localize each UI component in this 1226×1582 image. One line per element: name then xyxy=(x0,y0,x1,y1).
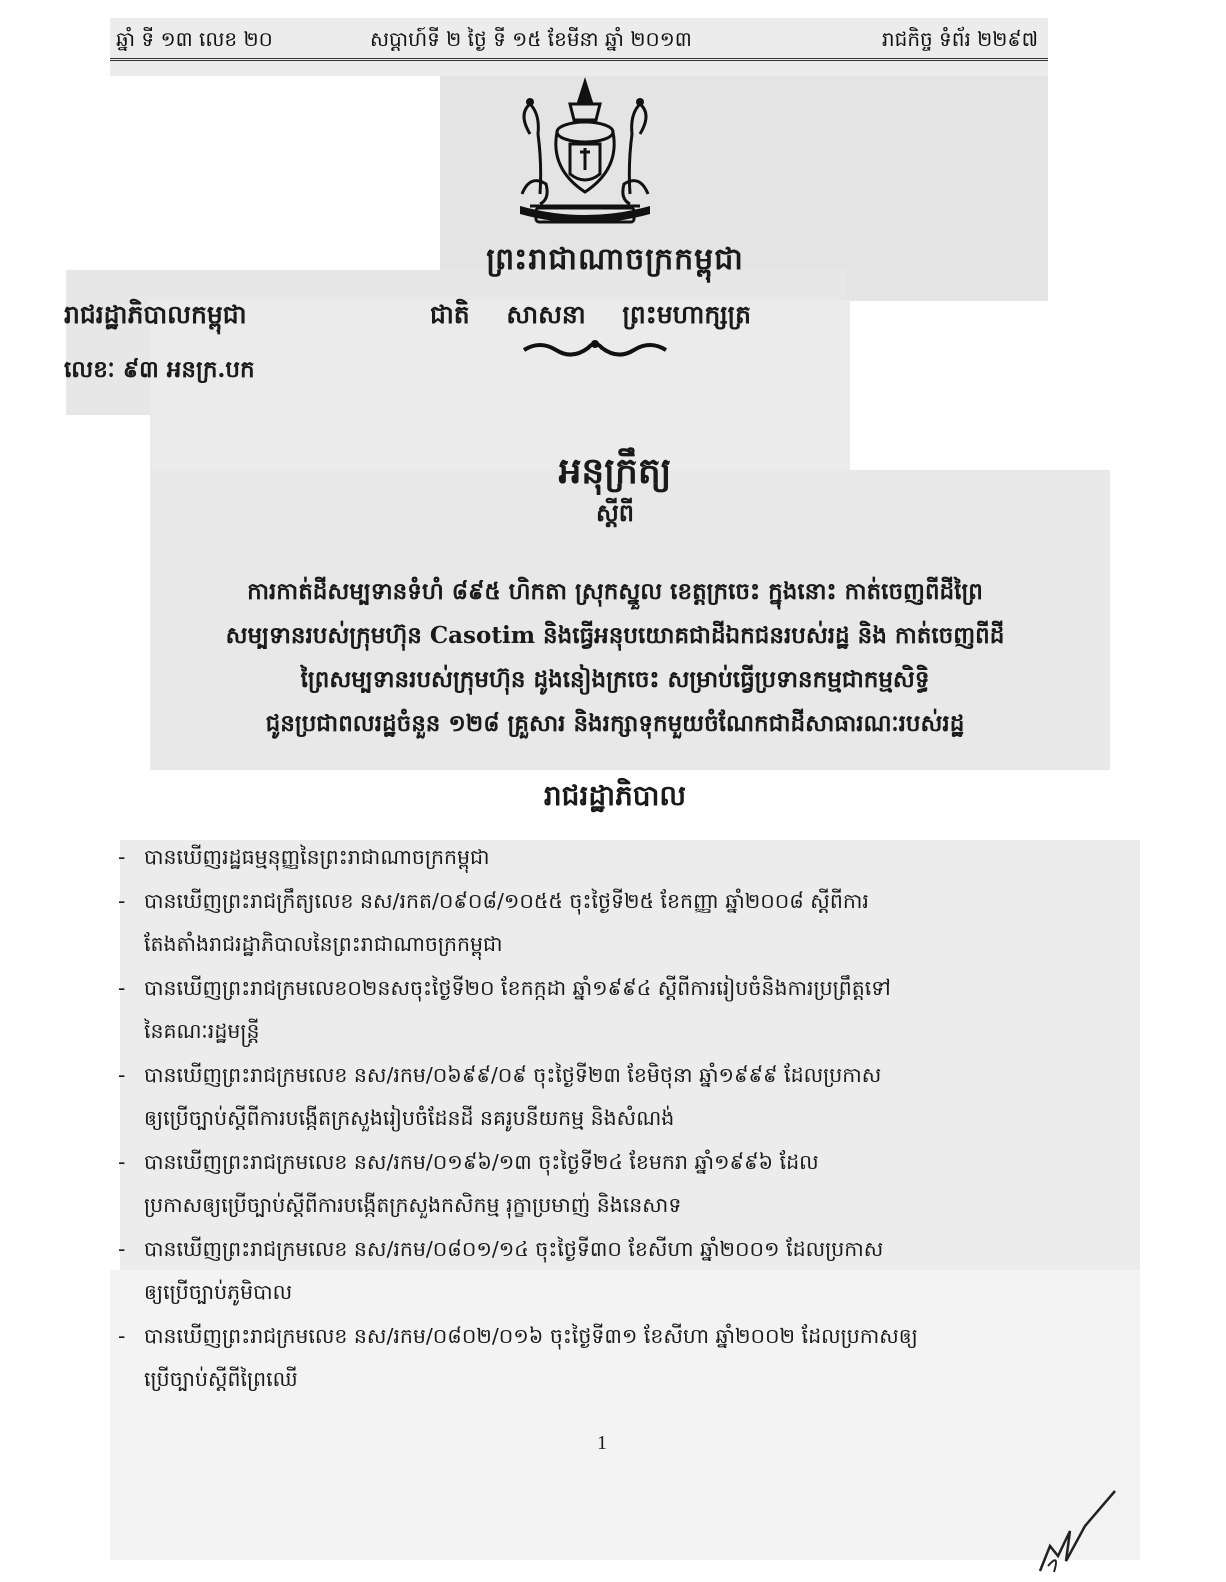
ornament-divider-icon xyxy=(520,336,670,360)
document-on-label: ស្តីពី xyxy=(595,498,635,527)
royal-emblem-icon xyxy=(500,74,670,234)
subject-line: ការកាត់ដីសម្បទានទំហំ ៨៩៥ ហិកតា ស្រុកស្នួល ខេត្តក្រចេះ ក្នុងនោះ កាត់ចេញពីដីព្រៃ xyxy=(247,578,983,605)
considerations-list xyxy=(118,836,1098,1402)
gazette-page-ref: រាជកិច្ច ទំព័រ ២២៩៧ xyxy=(881,27,1038,51)
subject-line: ព្រៃសម្បទានរបស់ក្រុមហ៊ុន ដូងនៀងក្រចេះ សម្រាប់ធ្វើប្រទានកម្មជាកម្មសិទ្ធិ xyxy=(300,666,930,693)
list-item-line: - បានឃើញព្រះរាជក្រមលេខ នស/រកម/០៨០២/០១៦ ចុះថ្ងៃទី៣១ ខែសីហា ឆ្នាំ២០០២ ដែលប្រកាសឲ្យ xyxy=(144,1323,918,1348)
issuer-heading: រាជរដ្ឋាភិបាល xyxy=(543,779,687,812)
list-item-line: ឲ្យប្រើច្បាប់ភូមិបាល xyxy=(144,1280,293,1304)
government-name: រាជរដ្ឋាភិបាលកម្ពុជា xyxy=(64,300,247,329)
list-item-line: - បានឃើញព្រះរាជក្រមលេខ នស/រកម/០៨០១/១៤ ចុះថ្ងៃទី៣០ ខែសីហា ឆ្នាំ២០០១ ដែលប្រកាស xyxy=(144,1236,884,1261)
list-item-line: តែងតាំងរាជរដ្ឋាភិបាលនៃព្រះរាជាណាចក្រកម្ពុជា xyxy=(144,932,503,956)
list-item xyxy=(118,1054,1098,1141)
subject-line: ជូនប្រជាពលរដ្ឋចំនួន ១២៨ គ្រួសារ និងរក្សាទុកមួយចំណែកជាដីសាធារណៈរបស់រដ្ឋ xyxy=(265,710,965,737)
list-item-line: - បានឃើញព្រះរាជក្រឹត្យលេខ នស/រកត/០៩០៨/១០៥៥ ចុះថ្ងៃទី២៥ ខែកញ្ញា ឆ្នាំ២០០៨ ស្តីពីការ xyxy=(144,888,869,913)
subject-line: សម្បទានរបស់ក្រុមហ៊ុន Casotim និងធ្វើអនុបយោគជាដីឯកជនរបស់រដ្ឋ និង កាត់ចេញពីដី xyxy=(225,622,1005,649)
list-item xyxy=(118,1228,1098,1315)
list-item xyxy=(118,1315,1098,1402)
list-item-line: - បានឃើញព្រះរាជក្រមលេខ នស/រកម/០១៩៦/១៣ ចុះថ្ងៃទី២៤ ខែមករា ឆ្នាំ១៩៩៦ ដែល xyxy=(144,1149,819,1174)
document-subject xyxy=(150,570,1080,746)
list-item-line: ប្រកាសឲ្យប្រើច្បាប់ស្តីពីការបង្កើតក្រសួងកសិកម្ម រុក្ខាប្រមាញ់ និងនេសាទ xyxy=(144,1193,682,1217)
list-item-line: ប្រើច្បាប់ស្តីពីព្រៃឈើ xyxy=(144,1367,298,1391)
header-divider xyxy=(110,58,1048,61)
list-item xyxy=(118,967,1098,1054)
list-item xyxy=(118,1141,1098,1228)
list-item-line: - បានឃើញរដ្ឋធម្មនុញ្ញនៃព្រះរាជាណាចក្រកម្ពុជា xyxy=(144,845,490,869)
page-number: 1 xyxy=(597,1432,607,1454)
signature-icon xyxy=(1030,1486,1120,1576)
gazette-year-issue: ឆ្នាំ ទី ១៣ លេខ ២០ xyxy=(116,27,273,51)
document-type: អនុក្រឹត្យ xyxy=(558,450,672,492)
list-item-line: - បានឃើញព្រះរាជក្រមលេខ នស/រកម/០៦៩៩/០៩ ចុះថ្ងៃទី២៣ ខែមិថុនា ឆ្នាំ១៩៩៩ ដែលប្រកាស xyxy=(144,1062,882,1087)
national-motto: ជាតិ សាសនា ព្រះមហាក្សត្រ xyxy=(430,300,751,329)
gazette-header xyxy=(110,22,1048,56)
list-item-line: នៃគណៈរដ្ឋមន្ត្រី xyxy=(144,1019,260,1043)
gazette-date: សប្តាហ៍ទី ២ ថ្ងៃ ទី ១៥ ខែមីនា ឆ្នាំ ២០១៣ xyxy=(370,27,692,51)
list-item xyxy=(118,836,1098,880)
list-item xyxy=(118,880,1098,967)
kingdom-title: ព្រះរាជាណាចក្រកម្ពុជា xyxy=(486,242,744,277)
reference-number: លេខៈ ៩៣ អនក្រ.បក xyxy=(64,356,255,383)
list-item-line: ឲ្យប្រើច្បាប់ស្តីពីការបង្កើតក្រសួងរៀបចំដែនដី នគរូបនីយកម្ម និងសំណង់ xyxy=(144,1106,675,1130)
list-item-line: - បានឃើញព្រះរាជក្រមលេខ០២នសចុះថ្ងៃទី២០ ខែកក្កដា ឆ្នាំ១៩៩៤ ស្តីពីការរៀបចំនិងការប្រព្រឹត្តទៅ xyxy=(144,975,891,1000)
